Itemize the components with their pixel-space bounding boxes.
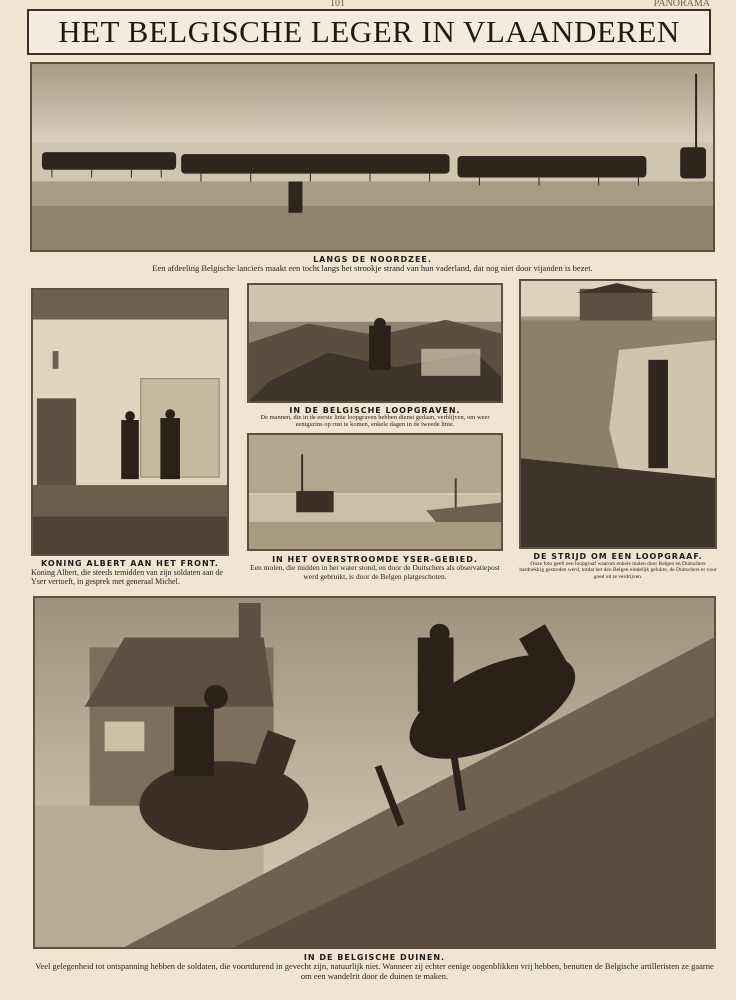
caption-title-noordzee: LANGS DE NOORDZEE. <box>313 255 432 264</box>
caption-text-noordzee: Een afdeeling Belgische lanciers maakt een tocht langs het strookje strand van hun vaderland, dat nog niet door vijanden is bezet. <box>152 263 593 273</box>
page-number: 101 <box>330 0 345 9</box>
caption-title-koning: KONING ALBERT AAN HET FRONT. <box>41 559 219 568</box>
caption-text-koning: Koning Albert, die steeds temidden van zijn soldaten aan de Yser vertoeft, in gesprek met generaal Michel. <box>31 568 223 587</box>
page-title: HET BELGISCHE LEGER IN VLAANDEREN <box>58 14 680 49</box>
photo-flooded-yser <box>247 433 503 551</box>
caption-title-yser: IN HET OVERSTROOMDE YSER-GEBIED. <box>272 555 478 564</box>
photo-king-albert <box>31 288 229 556</box>
photo-trench-battle <box>519 279 717 549</box>
photo-belgian-trenches <box>247 283 503 403</box>
caption-text-strijd: Onze foto geeft een loopgraaf waarom enkele malen door Belgen en Duitschers hardnekkig gestreden werd, totdat het den Belgen eindelijk gelukte, de Duitschers er voor goed uit te verdrijven. <box>519 561 717 580</box>
title-banner <box>27 9 711 55</box>
caption-text-loopgraven: De mannen, die in de eerste linie loopgraven hebben dienst gedaan, verblijven, om weer eenigszins op rust te komen, enkele dagen in de tweede linie. <box>260 414 490 429</box>
caption-text-duinen: Veel gelegenheid tot ontspanning hebben de soldaten, die voortdurend in gevecht zijn, natuurlijk niet. Wanneer zij echter eenige oogenblikken vrij hebben, benutten de Belgische artilleristen ze gaarne om een wandelrit door de duinen te maken. <box>35 961 714 981</box>
photo-lancers-beach <box>30 62 715 252</box>
photo-dunes-riders <box>33 596 716 949</box>
caption-title-strijd: DE STRIJD OM EEN LOOPGRAAF. <box>533 552 703 561</box>
caption-title-duinen: IN DE BELGISCHE DUINEN. <box>303 953 446 962</box>
caption-title-loopgraven: IN DE BELGISCHE LOOPGRAVEN. <box>289 406 461 415</box>
magazine-name: PANORAMA <box>653 0 710 9</box>
caption-text-yser: Een molen, die midden in het water stond, en door de Duitschers als observatiepost werd gebruikt, is door de Belgen platgeschoten. <box>250 563 500 581</box>
